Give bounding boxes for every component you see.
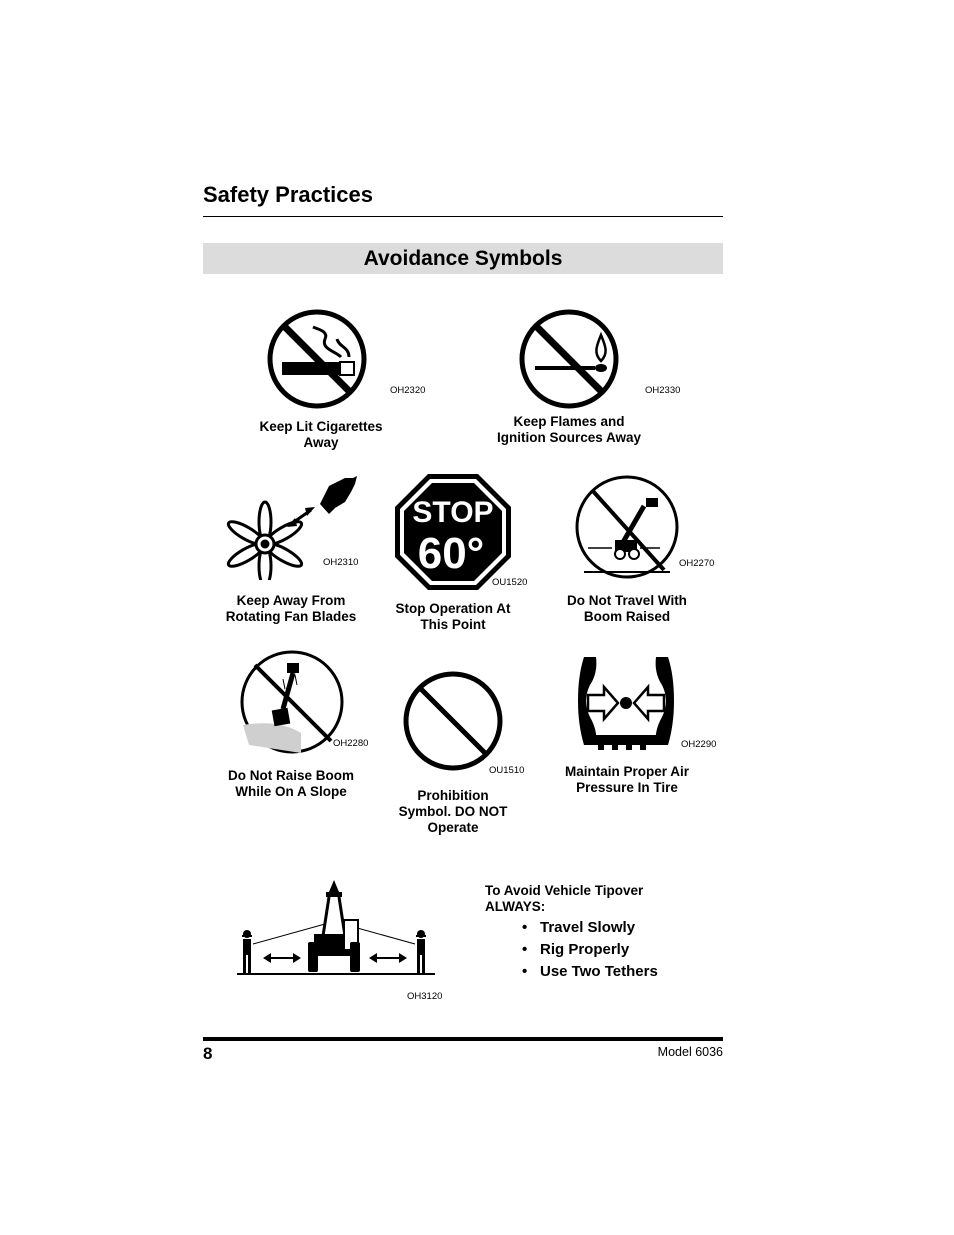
symbol-caption: Maintain Proper Air Pressure In Tire [564, 764, 690, 795]
stop-60-icon [393, 472, 513, 592]
illustration-code: OH3120 [407, 991, 443, 1002]
symbol-caption: Keep Lit Cigarettes Away [259, 419, 383, 450]
footer-rule [203, 1037, 723, 1041]
prohibition-icon [401, 669, 505, 773]
stop-sign-degrees: 60° [417, 529, 485, 578]
header-rule [203, 216, 723, 217]
tipover-item: • Travel Slowly [522, 919, 636, 936]
symbol-code: OH2290 [681, 739, 717, 750]
model-label: Model 6036 [657, 1045, 723, 1059]
symbol-code: OU1520 [492, 577, 528, 588]
symbol-code: OU1510 [489, 765, 525, 776]
symbol-caption: Do Not Travel With Boom Raised [567, 593, 687, 624]
symbol-caption: Do Not Raise Boom While On A Slope [227, 768, 354, 799]
page-number: 8 [203, 1044, 213, 1063]
symbol-caption: Keep Flames and Ignition Sources Away [496, 414, 642, 445]
tipover-heading: To Avoid Vehicle Tipover ALWAYS: [485, 883, 644, 914]
symbol-caption: Prohibition Symbol. DO NOT Operate [398, 788, 508, 835]
tethered-vehicle-icon [235, 878, 437, 978]
tipover-list [522, 918, 658, 984]
symbol-caption: Stop Operation At This Point [395, 601, 511, 632]
symbol-code: OH2320 [390, 385, 426, 396]
symbol-code: OH2310 [323, 557, 359, 568]
tire-pressure-icon [576, 655, 676, 751]
stop-sign-text: STOP [412, 496, 494, 529]
no-flames-icon [517, 307, 621, 411]
symbol-code: OH2330 [645, 385, 681, 396]
banner-title: Avoidance Symbols [363, 246, 563, 270]
symbol-caption: Keep Away From Rotating Fan Blades [225, 593, 357, 624]
no-smoking-icon [265, 307, 369, 411]
tipover-item: • Use Two Tethers [522, 963, 658, 980]
no-boom-on-slope-icon [239, 649, 345, 755]
no-travel-boom-raised-icon [574, 474, 680, 580]
tipover-item: • Rig Properly [522, 941, 630, 958]
banner [203, 243, 723, 274]
symbol-code: OH2270 [679, 558, 715, 569]
section-title: Safety Practices [203, 182, 373, 207]
symbol-code: OH2280 [333, 738, 369, 749]
